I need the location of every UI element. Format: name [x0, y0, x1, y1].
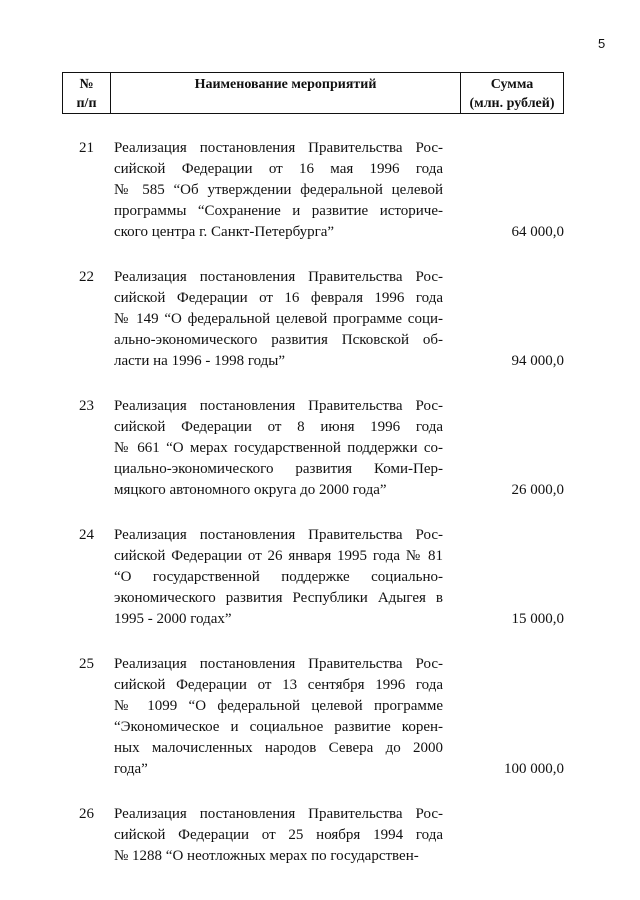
table-row [62, 654, 564, 780]
row-number: 23 [79, 398, 94, 414]
row-description-line: Реализация постановления Правительства Рос- [114, 140, 443, 156]
row-description-line: сийской Федерации от 26 января 1995 года № 81 [114, 548, 443, 564]
row-description-line: сийской Федерации от 16 февраля 1996 года [114, 290, 443, 306]
row-description-line: сийской Федерации от 16 мая 1996 года [114, 161, 443, 177]
header-sum-label: Сумма [490, 77, 534, 92]
row-description-line: ально-экономического развития Псковской об- [114, 332, 443, 348]
row-description [110, 396, 443, 501]
header-name-column [111, 73, 461, 113]
header-sum-sublabel: (млн. рублей) [469, 96, 555, 111]
row-number: 24 [79, 527, 94, 543]
row-description-line: экономического развития Республики Адыгея в [114, 590, 443, 606]
row-description-line: циально-экономического развития Коми-Пер- [114, 461, 443, 477]
row-description-line: 1995 - 2000 годах” [114, 611, 232, 627]
table-body [62, 138, 564, 891]
row-description-line: сийской Федерации от 8 июня 1996 года [114, 419, 443, 435]
row-description-line: года” [114, 761, 148, 777]
row-description-line: мяцкого автономного округа до 2000 года” [114, 482, 387, 498]
header-number-label: № [79, 77, 94, 92]
row-description-line: № 149 “О федеральной целевой программе соци- [114, 311, 443, 327]
row-number: 25 [79, 656, 94, 672]
table-row [62, 525, 564, 630]
row-description-line: № 1288 “О неотложных мерах по государствен- [114, 848, 419, 864]
row-sum [443, 804, 564, 867]
header-number-column [63, 73, 111, 113]
row-description-line: сийской Федерации от 13 сентября 1996 года [114, 677, 443, 693]
header-name-label: Наименование мероприятий [194, 77, 377, 92]
row-sum: 26 000,0 [511, 482, 564, 498]
row-description-line: Реализация постановления Правительства Рос- [114, 656, 443, 672]
row-description [110, 138, 443, 243]
row-description-line: Реализация постановления Правительства Рос- [114, 527, 443, 543]
table-row [62, 804, 564, 867]
row-description-line: Реализация постановления Правительства Рос- [114, 269, 443, 285]
row-description-line: № 585 “Об утверждении федеральной целевой [114, 182, 443, 198]
page-number: 5 [598, 36, 606, 51]
row-description [110, 654, 443, 780]
row-description-line: ных малочисленных народов Севера до 2000 [114, 740, 443, 756]
row-description [110, 267, 443, 372]
row-description [110, 525, 443, 630]
row-sum: 64 000,0 [511, 224, 564, 240]
table-row [62, 267, 564, 372]
row-sum: 100 000,0 [504, 761, 564, 777]
row-sum: 94 000,0 [511, 353, 564, 369]
row-number: 26 [79, 806, 94, 822]
row-description-line: Реализация постановления Правительства Рос- [114, 806, 443, 822]
row-description-line: Реализация постановления Правительства Рос- [114, 398, 443, 414]
row-description-line: “Экономическое и социальное развитие корен- [114, 719, 443, 735]
row-description-line: ласти на 1996 - 1998 годы” [114, 353, 286, 369]
row-description-line: № 1099 “О федеральной целевой программе [114, 698, 443, 714]
row-description-line: “О государственной поддержке социально- [114, 569, 443, 585]
table-header [62, 72, 564, 114]
table-row [62, 396, 564, 501]
row-description-line: программы “Сохранение и развитие историче- [114, 203, 443, 219]
header-number-sublabel: п/п [76, 96, 97, 111]
row-description-line: ского центра г. Санкт-Петербурга” [114, 224, 335, 240]
row-description-line: сийской Федерации от 25 ноября 1994 года [114, 827, 443, 843]
row-description [110, 804, 443, 867]
row-description-line: № 661 “О мерах государственной поддержки со- [114, 440, 443, 456]
row-number: 21 [79, 140, 94, 156]
row-sum: 15 000,0 [511, 611, 564, 627]
header-sum-column [461, 73, 563, 113]
table-row [62, 138, 564, 243]
row-number: 22 [79, 269, 94, 285]
